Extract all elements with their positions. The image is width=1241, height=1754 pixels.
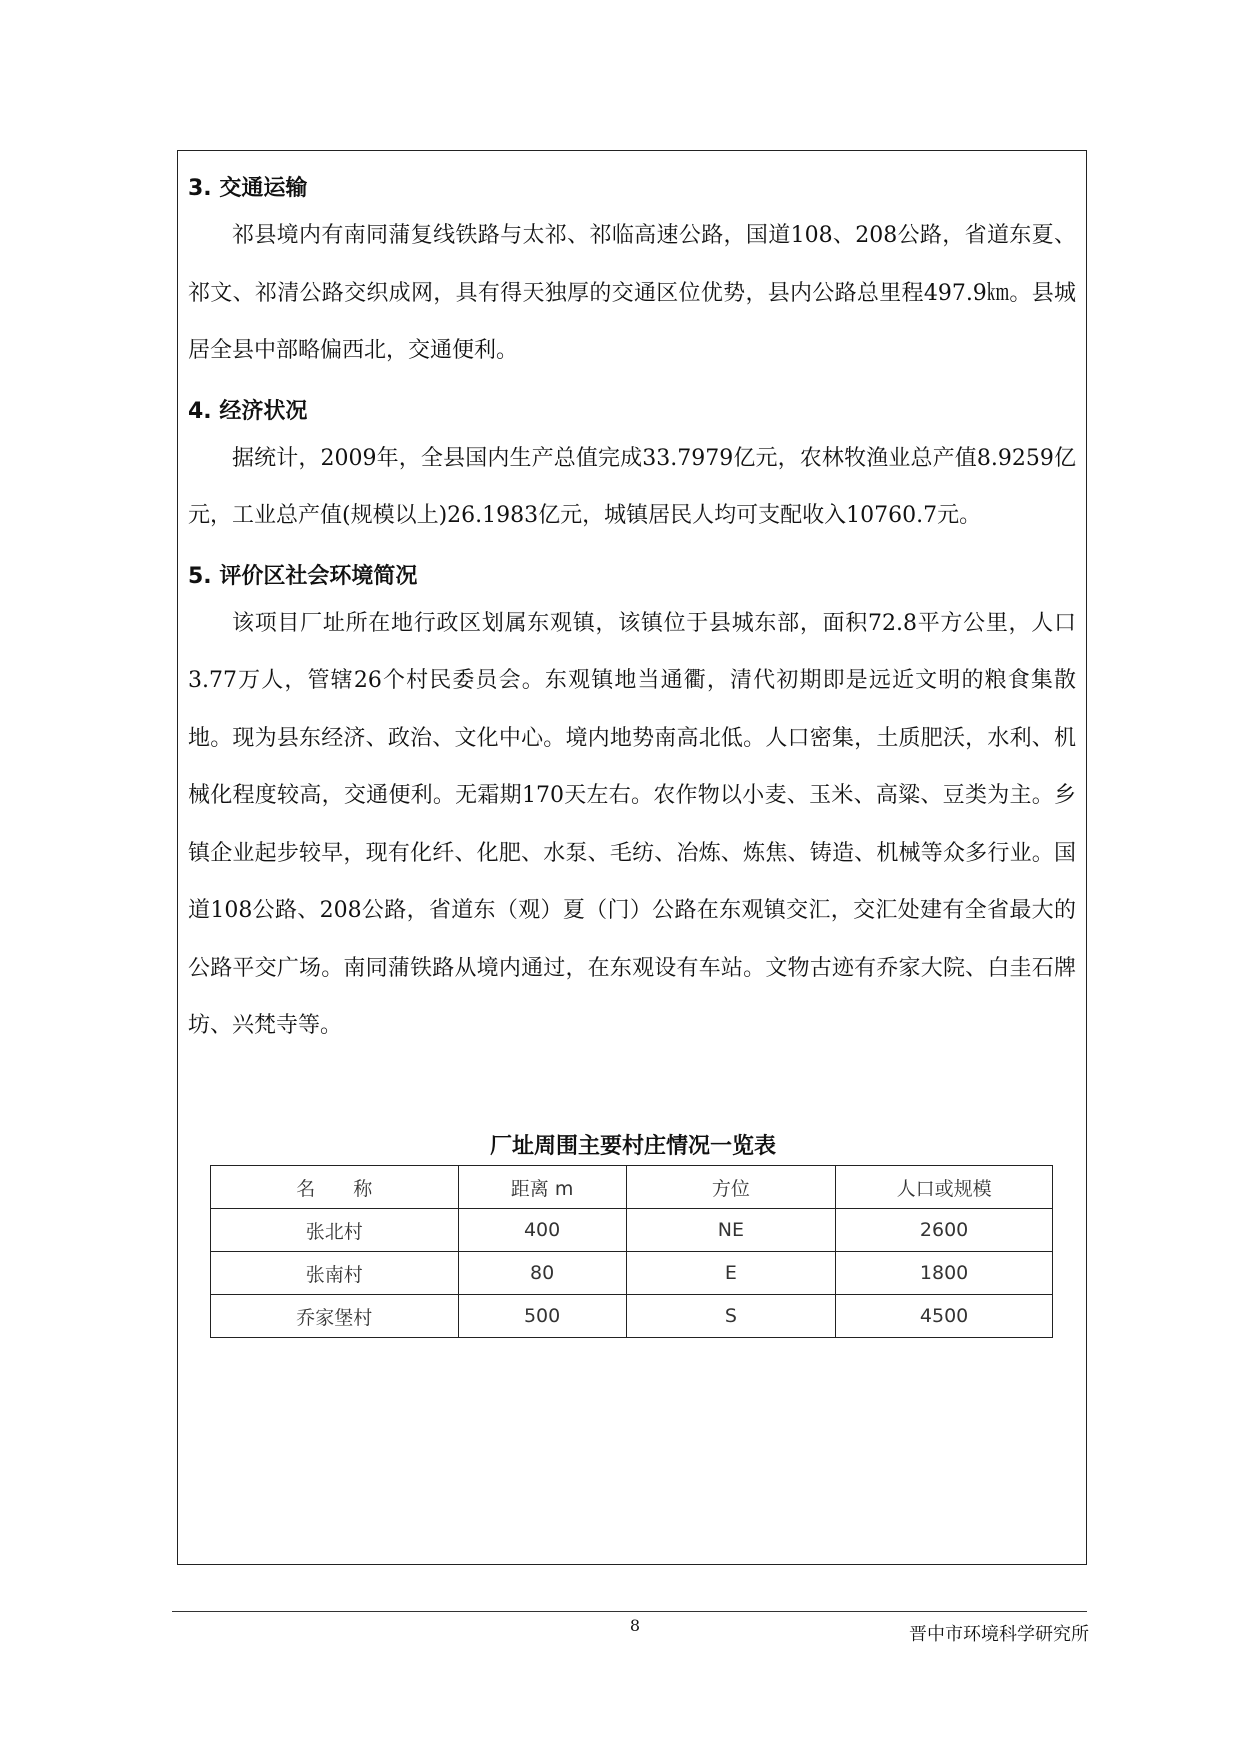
table-header-cell: 方位 xyxy=(626,1166,836,1209)
table-cell: 张南村 xyxy=(211,1252,459,1295)
table-cell: 500 xyxy=(458,1295,626,1338)
content-frame xyxy=(177,150,1087,1565)
heading-transport: 3. 交通运输 xyxy=(188,176,308,201)
table-cell: 2600 xyxy=(836,1209,1053,1252)
table-cell: NE xyxy=(626,1209,836,1252)
table-cell: 乔家堡村 xyxy=(211,1295,459,1338)
table-cell: 400 xyxy=(458,1209,626,1252)
table-cell: 80 xyxy=(458,1252,626,1295)
content-body xyxy=(188,171,1076,1055)
table-header-cell: 人口或规模 xyxy=(836,1166,1053,1209)
table-row xyxy=(211,1209,1053,1252)
table-header-cell: 名 称 xyxy=(211,1166,459,1209)
table-header-row xyxy=(211,1166,1053,1209)
table-cell: 张北村 xyxy=(211,1209,459,1252)
table-cell: S xyxy=(626,1295,836,1338)
footer-organization: 晋中市环境科学研究所 xyxy=(909,1624,1089,1645)
table-row xyxy=(211,1295,1053,1338)
table-header-cell: 距离 m xyxy=(458,1166,626,1209)
table-row xyxy=(211,1252,1053,1295)
table-cell: 1800 xyxy=(836,1252,1053,1295)
table-cell: E xyxy=(626,1252,836,1295)
heading-economy: 4. 经济状况 xyxy=(188,398,308,424)
paragraph-economy: 据统计，2009年，全县国内生产总值完成33.7979亿元，农林牧渔业总产值8.9259亿元，工业总产值(规模以上)26.1983亿元，城镇居民人均可支配收入10760.7元。 xyxy=(188,445,1076,528)
paragraph-transport: 祁县境内有南同蒲复线铁路与太祁、祁临高速公路，国道108、208公路，省道东夏、祁文、祁清公路交织成网，具有得天独厚的交通区位优势，县内公路总里程497.9㎞。县城居全县中部略偏西北，交通便利。 xyxy=(188,223,1076,363)
footer-divider xyxy=(172,1611,1087,1612)
table-cell: 4500 xyxy=(836,1295,1053,1338)
table-title: 厂址周围主要村庄情况一览表 xyxy=(489,1134,776,1159)
heading-social: 5. 评价区社会环境简况 xyxy=(188,563,418,589)
paragraph-social: 该项目厂址所在地行政区划属东观镇，该镇位于县城东部，面积72.8平方公里，人口3.77万人，管辖26个村民委员会。东观镇地当通衢，清代初期即是远近文明的粮食集散地。现为县东经济、政治、文化中心。境内地势南高北低。人口密集，土质肥沃，水利、机械化程度较高，交通便利。无霜期170天左右。农作物以小麦、玉米、高粱、豆类为主。乡镇企业起步较早，现有化纤、化肥、水泵、毛纺、冶炼、炼焦、铸造、机械等众多行业。国道108公路、208公路，省道东（观）夏（门）公路在东观镇交汇，交汇处建有全省最大的公路平交广场。南同蒲铁路从境内通过，在东观设有车站。文物古迹有乔家大院、白圭石牌坊、兴梵寺等。 xyxy=(188,610,1076,1038)
villages-table xyxy=(210,1165,1053,1338)
page-number: 8 xyxy=(629,1616,641,1635)
